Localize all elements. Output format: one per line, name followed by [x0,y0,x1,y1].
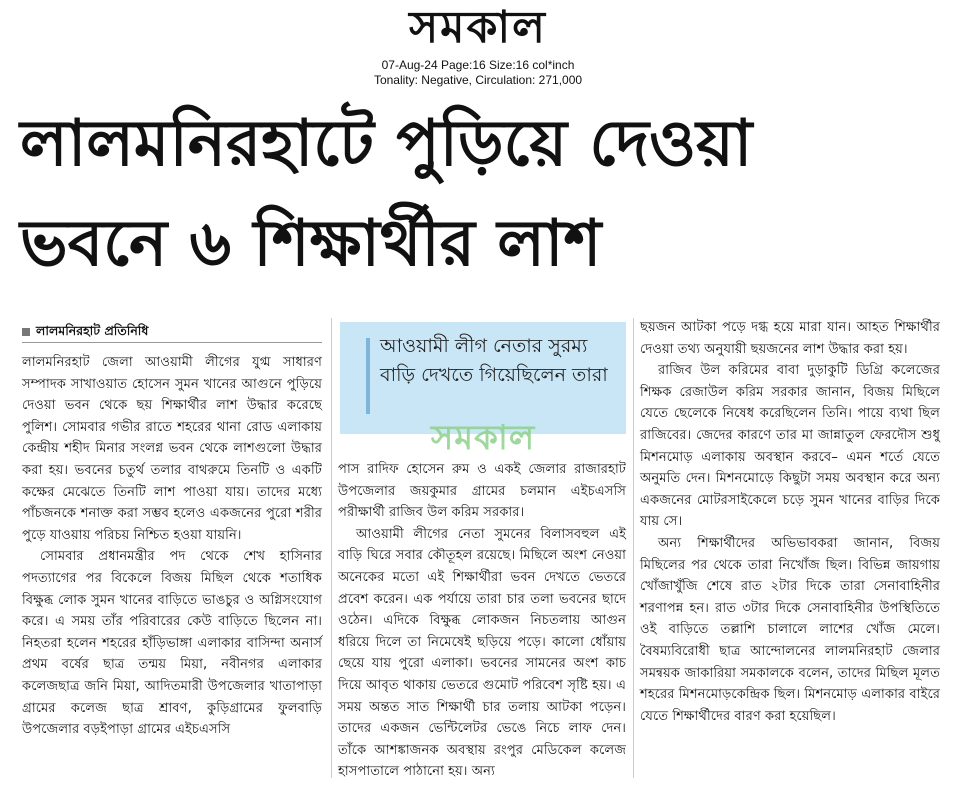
column-3-paragraph-3: অন্য শিক্ষার্থীদের অভিভাবকরা জানান, বিজয় মিছিলের পর থেকে তারা নিখোঁজ ছিল। বিভিন্ন জায়গায় খোঁজাখুঁজি শেষে রাত ২টার দিকে তারা সেনাবাহিনীর শরণাপন্ন হন। রাত ৩টার দিকে সেনাবাহিনীর উপস্থিতিতে ওই বাড়িতে তল্লাশি চালালে লাশের খোঁজ মেলে। বৈষম্যবিরোধী ছাত্র আন্দোলনের লালমনিরহাট জেলার সমন্বয়ক জাকারিয়া সমকালকে বলেন, তাদের মিছিল মূলত শহরের মিশনমোড়কেন্দ্রিক ছিল। মিশনমোড় এলাকার বাইরে যেতে শিক্ষার্থীদের বারণ করা হয়েছিল। [640,535,940,724]
column-2-paragraph-1: পাস রাদিফ হোসেন রুম ও একই জেলার রাজারহাট উপজেলার জয়কুমার গ্রামের চলমান এইচএসসি পরীক্ষার্থী রাজিব উল করিম সরকার। [338,462,626,521]
newspaper-masthead: সমকাল [409,2,547,53]
clipping-meta-line1: 07-Aug-24 Page:16 Size:16 col*inch [381,58,575,72]
byline [22,320,322,343]
newspaper-watermark: সমকাল [430,418,536,458]
article-column-2 [338,459,626,783]
column-1-paragraph-1: লালমনিরহাট জেলা আওয়ামী লীগের যুগ্ম সাধারণ সম্পাদক সাখাওয়াত হোসেন সুমন খানের আগুনে পুড়িয়ে দেওয়া ভবন থেকে ছয় শিক্ষার্থীর লাশ উদ্ধার করেছে পুলিশ। সোমবার গভীর রাতে শহরের থানা রোড এলাকায় কেন্দ্রীয় শহীদ মিনার সংলগ্ন ভবন থেকে লাশগুলো উদ্ধার করা হয়। ভবনের চতুর্থ তলার বাথরুমে তিনটি ও একটি কক্ষের মেঝেতে তিনটি লাশ পাওয়া যায়। তাদের মধ্যে পাঁচজনকে শনাক্ত করা সম্ভব হলেও একজনের পুরো শরীর পুড়ে যাওয়ায় পরিচয় নিশ্চিত হওয়া যায়নি। [22,355,322,543]
column-3-paragraph-2: রাজিব উল করিমের বাবা দুড়াকুটি ডিগ্রি কলেজের শিক্ষক রেজাউল করিম সরকার জানান, বিজয় মিছিলে যেতে ছেলেকে নিষেধ করেছিলেন তিনি। পায়ে ব্যথা ছিল রাজিবের। জেদের কারণে তার মা জান্নাতুল ফেরদৌস শুধু মিশনমোড় এলাকায় অবস্থান করবে– এমন শর্তে যেতে অনুমতি দেন। মিশনমোড়ে কিছুটা সময় অবস্থান করে অন্য একজনের মোটরসাইকেলে চড়ে সুমন খানের বাড়ির দিকে যায় সে। [640,363,940,530]
column-2-paragraph-2: আওয়ামী লীগের নেতা সুমনের বিলাসবহুল এই বাড়ি ঘিরে সবার কৌতূহল রয়েছে। মিছিলে অংশ নেওয়া অনেকের মতো এই শিক্ষার্থীরা ভবন দেখতে ভেতরে প্রবেশ করেন। এক পর্যায়ে তারা চার তলা ভবনের ছাদে ওঠেন। এদিকে বিক্ষুব্ধ লোকজন নিচতলায় আগুন ধরিয়ে দিলে তা নিমেষেই ছড়িয়ে পড়ে। কালো ধোঁয়ায় ছেয়ে যায় পুরো এলাকা। ভবনের সামনের অংশ কাচ দিয়ে আবৃত থাকায় ভেতরে গুমোট পরিবেশ সৃষ্টি হয়। এ সময় অন্তত সাত শিক্ষার্থী চার তলায় আটকা পড়েন। তাদের একজন ভেন্টিলেটর ভেঙে নিচে লাফ দেন। তাঁকে আশঙ্কাজনক অবস্থায় রংপুর মেডিকেল কলেজ হাসপাতালে পাঠানো হয়। অন্য [338,526,626,780]
pull-quote-bar [366,338,370,414]
headline-line2: ভবনে ৬ শিক্ষার্থীর লাশ [20,207,602,281]
byline-square-icon [22,328,30,336]
article-column-1 [22,352,322,741]
column-3-paragraph-1: ছয়জন আটকা পড়ে দগ্ধ হয়ে মারা যান। আহত শিক্ষার্থীর দেওয়া তথ্য অনুযায়ী ছয়জনের লাশ উদ্ধার করা হয়। [640,320,940,357]
column-divider-right [633,318,634,778]
clipping-meta-line2: Tonality: Negative, Circulation: 271,000 [373,73,583,87]
column-divider-left [331,318,332,778]
headline-line1: লালমনিরহাটে পুড়িয়ে দেওয়া [20,107,753,181]
column-1-paragraph-2: সোমবার প্রধানমন্ত্রীর পদ থেকে শেখ হাসিনার পদত্যাগের পর বিকেলে বিজয় মিছিল থেকে শতাধিক বিক্ষুব্ধ লোক সুমন খানের বাড়িতে ভাঙচুর ও অগ্নিসংযোগ করে। এ সময় তাঁর পরিবারের কেউ বাড়িতে ছিলেন না। নিহতরা হলেন শহরের হাঁড়িভাঙ্গা এলাকার বাসিন্দা অনার্স প্রথম বর্ষের ছাত্র তন্ময় মিয়া, নবীনগর এলাকার কলেজছাত্র জনি মিয়া, আদিতমারী উপজেলার খাতাপাড়া গ্রামের কলেজ ছাত্র শ্রাবণ, কুড়িগ্রামের ফুলবাড়ি উপজেলার বড়ইপাড়া গ্রামের এইচএসসি [22,549,322,738]
byline-text: লালমনিরহাট প্রতিনিধি [36,323,149,338]
pull-quote-text: আওয়ামী লীগ নেতার সুরম্য বাড়ি দেখতে গিয়েছিলেন তারা [380,335,608,386]
article-column-3 [640,317,940,727]
